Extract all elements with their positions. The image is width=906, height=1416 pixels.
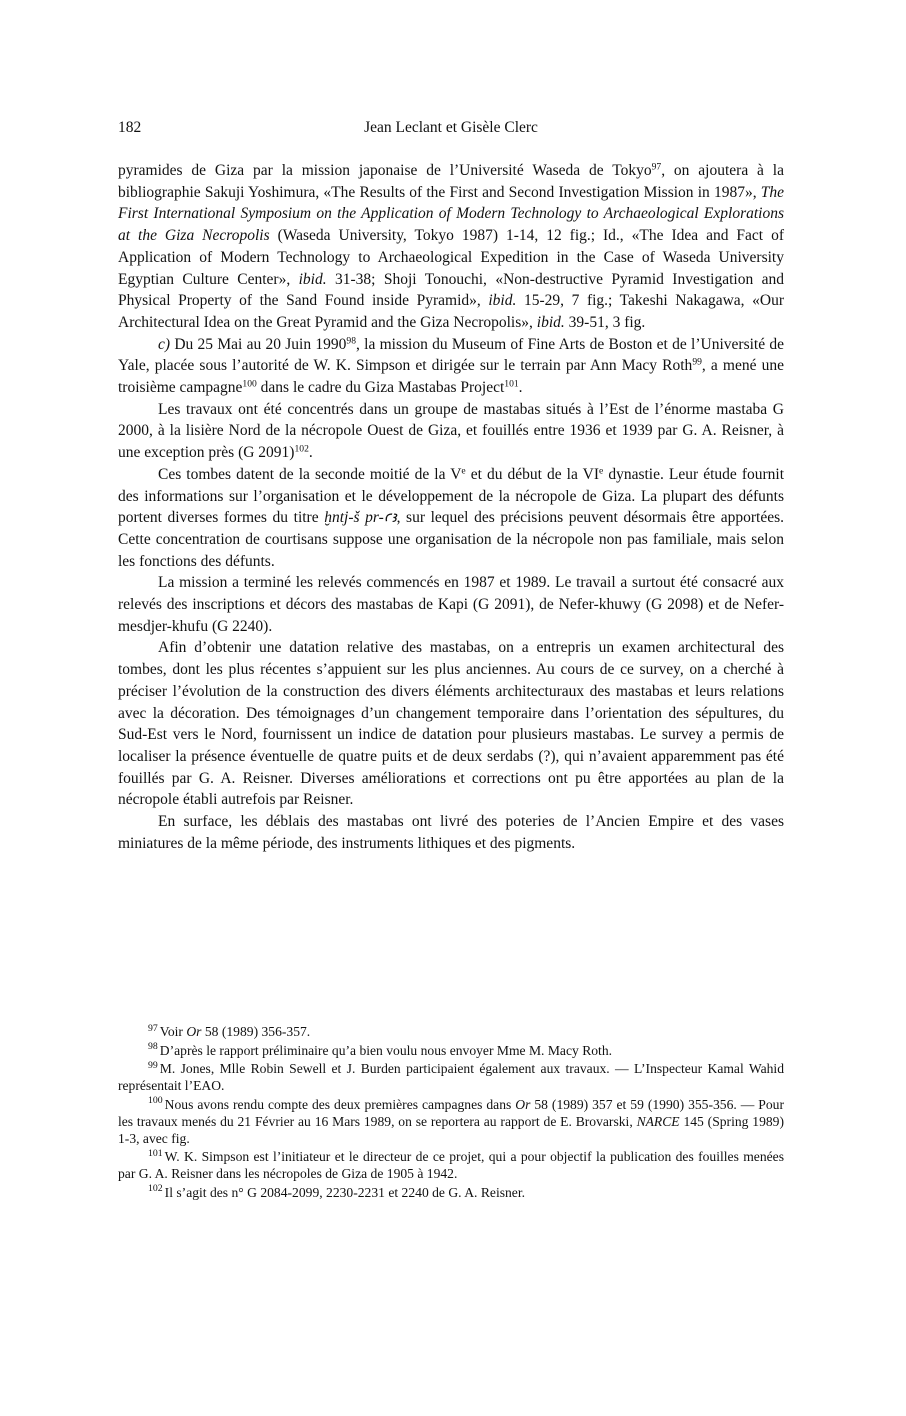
footnotes [118, 1023, 784, 1202]
footnote-ref-99: 99 [692, 357, 702, 369]
paragraph-7: En surface, les déblais des mastabas ont livré des poteries de l’Ancien Empire et des vases miniatures de la même période, des instruments lithiques et des pigments. [118, 813, 784, 852]
footnote-ref-97: 97 [651, 161, 662, 173]
paragraph-4: Ces tombes datent de la seconde moitié de la Ve et du début de la VIe dynastie. Leur étude fournit des informations sur l’organisation et le développement de la nécropole de Giza. La plupart des défunts portent diverses formes du titre ḫntj-š pr-ꜥꜣ, sur lequel des précisions peuvent désormais être apportées. Cette concentration de courtisans suppose une organisation de la nécropole non pas familiale, mais selon les fonctions des défunts. [118, 465, 785, 570]
running-head: Jean Leclant et Gisèle Clerc [364, 119, 538, 136]
paragraph-3: Les travaux ont été concentrés dans un groupe de mastabas situés à l’Est de l’énorme mastaba G 2000, à la lisière Nord de la nécropole Ouest de Giza, et fouillés entre 1936 et 1939 par G. A. Reisner, à une exception près (G 2091)$^{102}$. [118, 400, 784, 462]
paragraph-5: La mission a terminé les relevés commencés en 1987 et 1989. Le travail a surtout été consacré aux relevés des inscriptions et décors des mastabas de Kapi (G 2091), de Nefer-khuwy (G 2098) et de Nefer-mesdjer-khufu (G 2240). [118, 574, 784, 635]
paragraph-2: c) Du 25 Mai au 20 Juin 1990$^{98}$, la mission du Museum of Fine Arts de Boston et de l’Université de Yale, placée sous l’autorité de W. K. Simpson et dirigée sur le terrain par Ann Macy Roth$^{99}$, a mené une troisième campagne$^{100}$ dans le cadre du Giza Mastabas Project$^{101}$. [118, 335, 785, 397]
footnote-97: $^{97}$ Voir Or 58 (1989) 356-357. [148, 1022, 311, 1039]
paragraph-6: Afin d’obtenir une datation relative des mastabas, on a entrepris un examen architectural des tombes, dont les plus récentes s’appuient sur les plus anciennes. Au cours de ce survey, on a cherché à préciser l’évolution de la construction des divers éléments architecturaux des mastabas et leurs relations avec la décoration. Des témoignages d’un changement temporaire dans l’orientation des sépultures, du Sud-Est vers le Nord, fournissent un indice de datation pour plusieurs mastabas. Le survey a permis de localiser la présence éventuelle de quatre puits et de deux serdabs (?), qui n’avaient apparemment pas été fouillés par G. A. Reisner. Diverses améliorations et corrections ont pu être apportées au plan de la nécropole établi autrefois par Reisner. [118, 639, 784, 809]
footnote-ref-101: 101 [504, 378, 519, 390]
footnote-99: $^{99}$ M. Jones, Mlle Robin Sewell et J. Burden participaient également aux travaux. — L’Inspecteur Kamal Wahid représentait l’EAO. [118, 1059, 784, 1093]
footnote-ref-98: 98 [346, 335, 356, 347]
footnote-ref-100: 100 [242, 378, 257, 390]
footnote-ref-102: 102 [294, 443, 309, 455]
page-header [118, 119, 784, 141]
egyptian-title: ḫntj-š pr-ꜥꜣ [324, 509, 397, 527]
footnote-101: $^{101}$ W. K. Simpson est l’initiateur et le directeur de ce projet, qui a pour objectif la publication des fouilles menées par G. A. Reisner dans les nécropoles de Giza de 1905 à 1942. [118, 1147, 784, 1181]
main-text [118, 160, 784, 855]
footnote-98: $^{98}$ D’après le rapport préliminaire qu’a bien voulu nous envoyer Mme M. Macy Roth. [148, 1041, 613, 1058]
footnote-100: $^{100}$ Nous avons rendu compte des deux premières campagnes dans Or 58 (1989) 357 et 59 (1990) 355-356. — Pour les travaux menés du 21 Février au 16 Mars 1989, on se reportera au rapport de E. Brovarski, NARCE 145 (Spring 1989) 1-3, avec fig. [118, 1095, 784, 1146]
footnote-102: $^{102}$ Il s’agit des n° G 2084-2099, 2230-2231 et 2240 de G. A. Reisner. [148, 1183, 526, 1200]
paragraph-1: pyramides de Giza par la mission japonaise de l’Université Waseda de Tokyo$^{97}$, on ajoutera à la bibliographie Sakuji Yoshimura, «The Results of the First and Second Investigation Mission in 1987», The First International Symposium on the Application of Modern Technology to Archaeological Explorations at the Giza Necropolis (Waseda University, Tokyo 1987) 1-14, 12 fig.; Id., «The Idea and Fact of Application of Modern Technology to Archaeological Expedition in the Case of Waseda University Egyptian Culture Center», ibid. 31-38; Shoji Tonouchi, «Non-destructive Pyramid Investigation and Physical Property of the Sand Found inside Pyramid», ibid. 15-29, 7 fig.; Takeshi Nakagawa, «Our Architectural Idea on the Great Pyramid and the Giza Necropolis», ibid. 39-51, 3 fig. [118, 161, 784, 331]
page-number: 182 [118, 119, 142, 136]
